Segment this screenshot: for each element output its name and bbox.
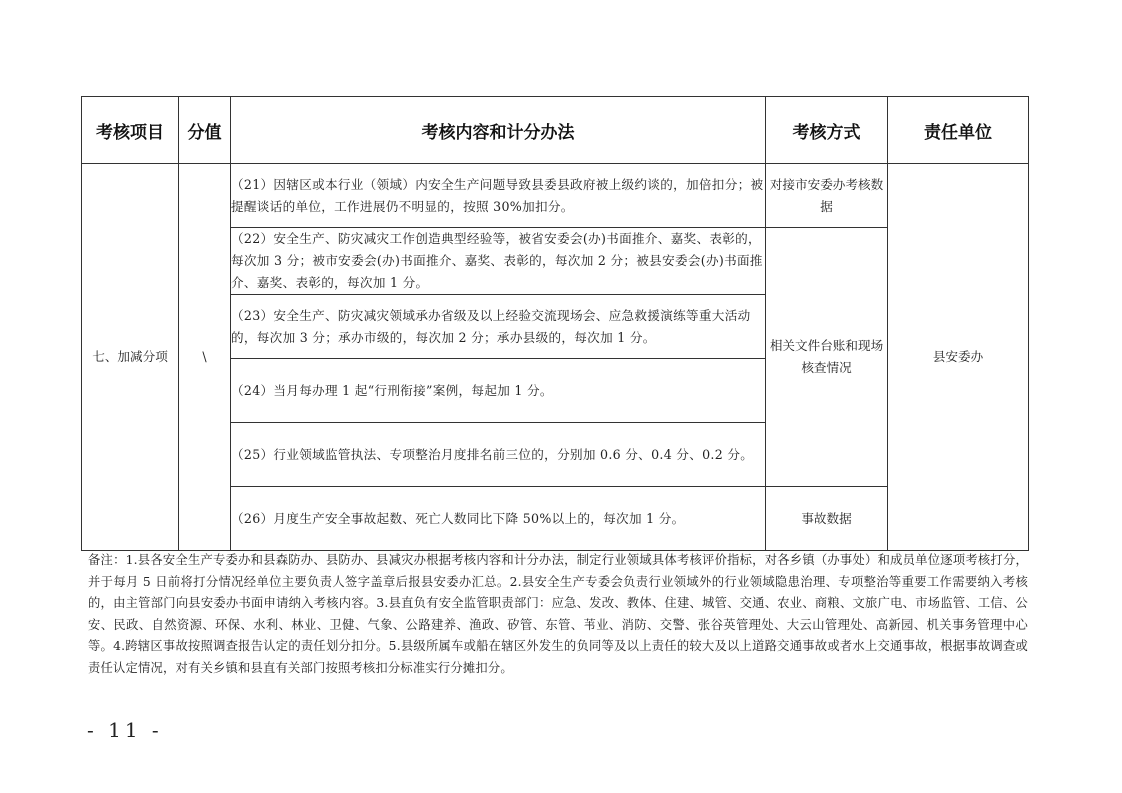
header-row — [82, 97, 1029, 164]
table-row — [82, 164, 1029, 228]
item-cell: 七、加减分项 — [82, 164, 179, 551]
method-2: 相关文件台账和现场核查情况 — [766, 228, 888, 487]
score-cell: \ — [179, 164, 231, 551]
unit-cell: 县安委办 — [888, 164, 1029, 551]
assessment-table — [81, 96, 1029, 551]
notes-paragraph: 备注：1.县各安全生产专委办和县森防办、县防办、县减灾办根据考核内容和计分办法，制定行业领域具体考核评价指标，对各乡镇（办事处）和成员单位逐项考核打分，并于每月 5 日前将打分情况经单位主要负责人签字盖章后报县安委办汇总。2.县安全生产专委会负责行业领域外的行业领域隐患治理、专项整治等重要工作需要纳入考核的，由主管部门向县安委办书面申请纳入考核内容。3.县直负有安全监管职责部门：应急、发改、教体、住建、城管、交通、农业、商粮、文旅广电、市场监管、工信、公安、民政、自然资源、环保、水利、林业、卫健、气象、公路建养、渔政、矽管、东管、苇业、消防、交警、张谷英管理处、大云山管理处、高新园、机关事务管理中心等。4.跨辖区事故按照调查报告认定的责任划分扣分。5.县级所属车或船在辖区外发生的负同等及以上责任的较大及以上道路交通事故或者水上交通事故，根据事故调查或责任认定情况，对有关乡镇和县直有关部门按照考核扣分标准实行分摊扣分。 — [88, 553, 1028, 675]
entry-26: （26）月度生产安全事故起数、死亡人数同比下降 50%以上的，每次加 1 分。 — [231, 487, 766, 551]
header-item: 考核项目 — [82, 97, 179, 164]
method-1: 对接市安委办考核数据 — [766, 164, 888, 228]
entry-22: （22）安全生产、防灾减灾工作创造典型经验等，被省安委会(办)书面推介、嘉奖、表彰的，每次加 3 分；被市安委会(办)书面推介、嘉奖、表彰的，每次加 2 分；被县安委会(办)书面推介、嘉奖、表彰的，每次加 1 分。 — [231, 228, 766, 295]
header-content: 考核内容和计分办法 — [231, 97, 766, 164]
method-3: 事故数据 — [766, 487, 888, 551]
header-method: 考核方式 — [766, 97, 888, 164]
entry-21: （21）因辖区或本行业（领域）内安全生产问题导致县委县政府被上级约谈的，加倍扣分；被提醒谈话的单位，工作进展仍不明显的，按照 30%加扣分。 — [231, 164, 766, 228]
entry-24: （24）当月每办理 1 起“行刑衔接”案例，每起加 1 分。 — [231, 359, 766, 423]
entry-23: （23）安全生产、防灾减灾领域承办省级及以上经验交流现场会、应急救援演练等重大活动的，每次加 3 分；承办市级的，每次加 2 分；承办县级的，每次加 1 分。 — [231, 295, 766, 359]
header-score: 分值 — [179, 97, 231, 164]
header-unit: 责任单位 — [888, 97, 1029, 164]
page-number: - 11 - — [87, 718, 163, 742]
entry-25: （25）行业领域监管执法、专项整治月度排名前三位的，分别加 0.6 分、0.4 分、0.2 分。 — [231, 423, 766, 487]
